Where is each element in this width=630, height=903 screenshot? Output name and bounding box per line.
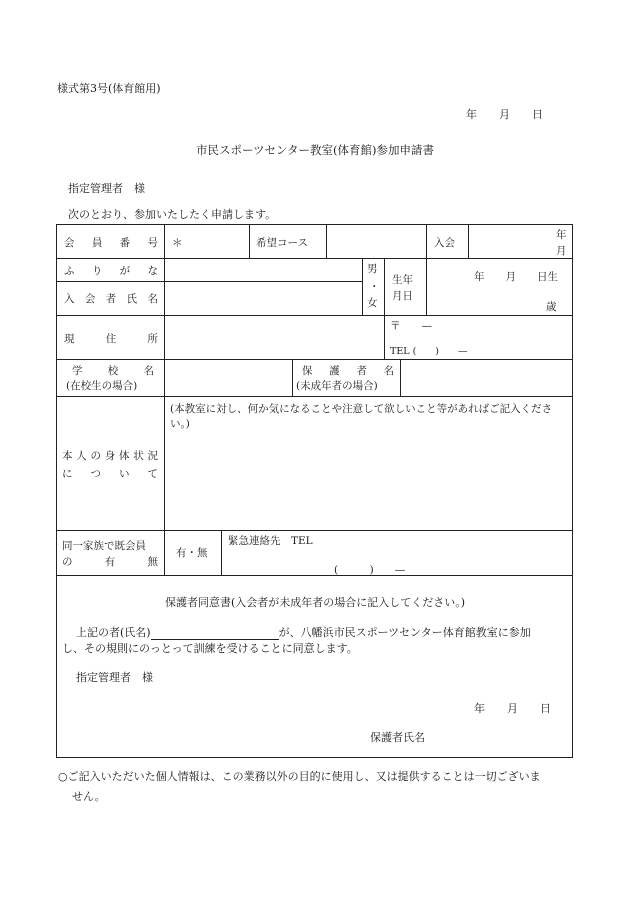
rule-row5 bbox=[56, 530, 573, 531]
enrollment-year: 年 bbox=[556, 229, 567, 241]
birth-date-fields: 年 月 日生 bbox=[474, 271, 558, 283]
consent-title: 保護者同意書(入会者が未成年者の場合に記入してください。) bbox=[164, 596, 466, 609]
rule-row2 bbox=[56, 315, 573, 316]
consent-date: 年 月 日 bbox=[474, 702, 551, 715]
consent-name-prefix: 上記の者(氏名) bbox=[76, 626, 151, 639]
enrollment-label: 入会 bbox=[434, 237, 455, 249]
rule-gender-left bbox=[362, 258, 363, 315]
rule-furigana bbox=[56, 281, 362, 282]
birth-label-line2: 月日 bbox=[392, 290, 413, 302]
rule-c1 bbox=[249, 224, 250, 258]
age-label: 歳 bbox=[546, 301, 557, 313]
desired-course-label: 希望コース bbox=[256, 237, 308, 249]
consent-name-blank bbox=[151, 628, 279, 640]
page-title: 市民スポーツセンター教室(体育館)参加申請書 bbox=[195, 143, 435, 157]
guardian-note: (未成年者の場合) bbox=[296, 380, 378, 392]
privacy-notice: ○ご記入いただいた個人情報は、この業務以外の目的に使用し、又は提供することは一切ございま bbox=[58, 770, 541, 783]
postal-code: 〒 — bbox=[390, 320, 432, 332]
address-phone: TEL ( ) — bbox=[390, 346, 468, 357]
rule-school bbox=[292, 359, 293, 396]
school-note: (在校生の場合) bbox=[66, 380, 138, 392]
physical-condition-label-2: に つ い て bbox=[62, 468, 158, 480]
consent-addressee: 指定管理者 様 bbox=[76, 671, 153, 684]
rule-right bbox=[572, 224, 573, 758]
applicant-name-label: 入 会 者 氏 名 bbox=[64, 293, 158, 305]
rule-c2 bbox=[326, 224, 327, 258]
rule-left bbox=[56, 224, 57, 758]
physical-condition-label: 本 人 の 身 体 状 況 bbox=[62, 450, 158, 462]
rule-row3 bbox=[56, 359, 573, 360]
rule-bottom bbox=[56, 757, 573, 758]
consent-body-suffix: が、八幡浜市民スポーツセンター体育館教室に参加 bbox=[278, 626, 531, 639]
emergency-contact-tel: ( ) — bbox=[334, 564, 406, 576]
guardian-signature-label: 保護者氏名 bbox=[370, 731, 425, 744]
enrollment-month: 月 bbox=[556, 245, 567, 257]
rule-guardian bbox=[400, 359, 401, 396]
rule-c4 bbox=[468, 224, 469, 258]
rule-gender-right bbox=[384, 258, 385, 359]
rule-c3 bbox=[426, 224, 427, 258]
rule-row4 bbox=[56, 396, 573, 397]
school-label: 学 校 名 bbox=[72, 365, 154, 377]
physical-condition-hint: (本教室に対し、何か気になることや注意して欲しいこと等があればご記入ください。) bbox=[170, 403, 553, 430]
family-member-label: 同一家族で既会員 bbox=[62, 540, 146, 552]
gender-female: 女 bbox=[367, 297, 378, 309]
rule-label-col bbox=[164, 224, 165, 575]
gender-male: 男 bbox=[367, 263, 378, 275]
form-number: 様式第3号(体育館用) bbox=[57, 82, 161, 95]
furigana-label: ふ り が な bbox=[64, 265, 158, 277]
rule-birth-label bbox=[426, 258, 427, 315]
application-date: 年 月 日 bbox=[466, 108, 543, 121]
addressee: 指定管理者 様 bbox=[68, 182, 145, 195]
intro-text: 次のとおり、参加いたしたく申請します。 bbox=[68, 208, 277, 221]
consent-body-line2: し、その規則にのっとって訓練を受けることに同意します。 bbox=[62, 642, 358, 655]
gender-separator: ・ bbox=[369, 281, 380, 293]
family-member-options: 有・無 bbox=[176, 547, 208, 559]
consent-body-line1 bbox=[76, 624, 531, 640]
member-number-label: 会 員 番 号 bbox=[64, 237, 158, 249]
guardian-label: 保 護 者 名 bbox=[302, 365, 394, 377]
rule-row1 bbox=[56, 258, 573, 259]
privacy-notice-line2: せん。 bbox=[72, 790, 106, 803]
birth-label-line1: 生年 bbox=[392, 274, 413, 286]
rule-top bbox=[56, 224, 573, 225]
address-label: 現 住 所 bbox=[64, 333, 158, 345]
family-member-label-2: の 有 無 bbox=[62, 556, 158, 568]
rule-family bbox=[221, 530, 222, 575]
rule-row6 bbox=[56, 575, 573, 576]
emergency-contact-label: 緊急連絡先 TEL bbox=[228, 535, 313, 547]
member-number-mark: ＊ bbox=[172, 237, 183, 249]
